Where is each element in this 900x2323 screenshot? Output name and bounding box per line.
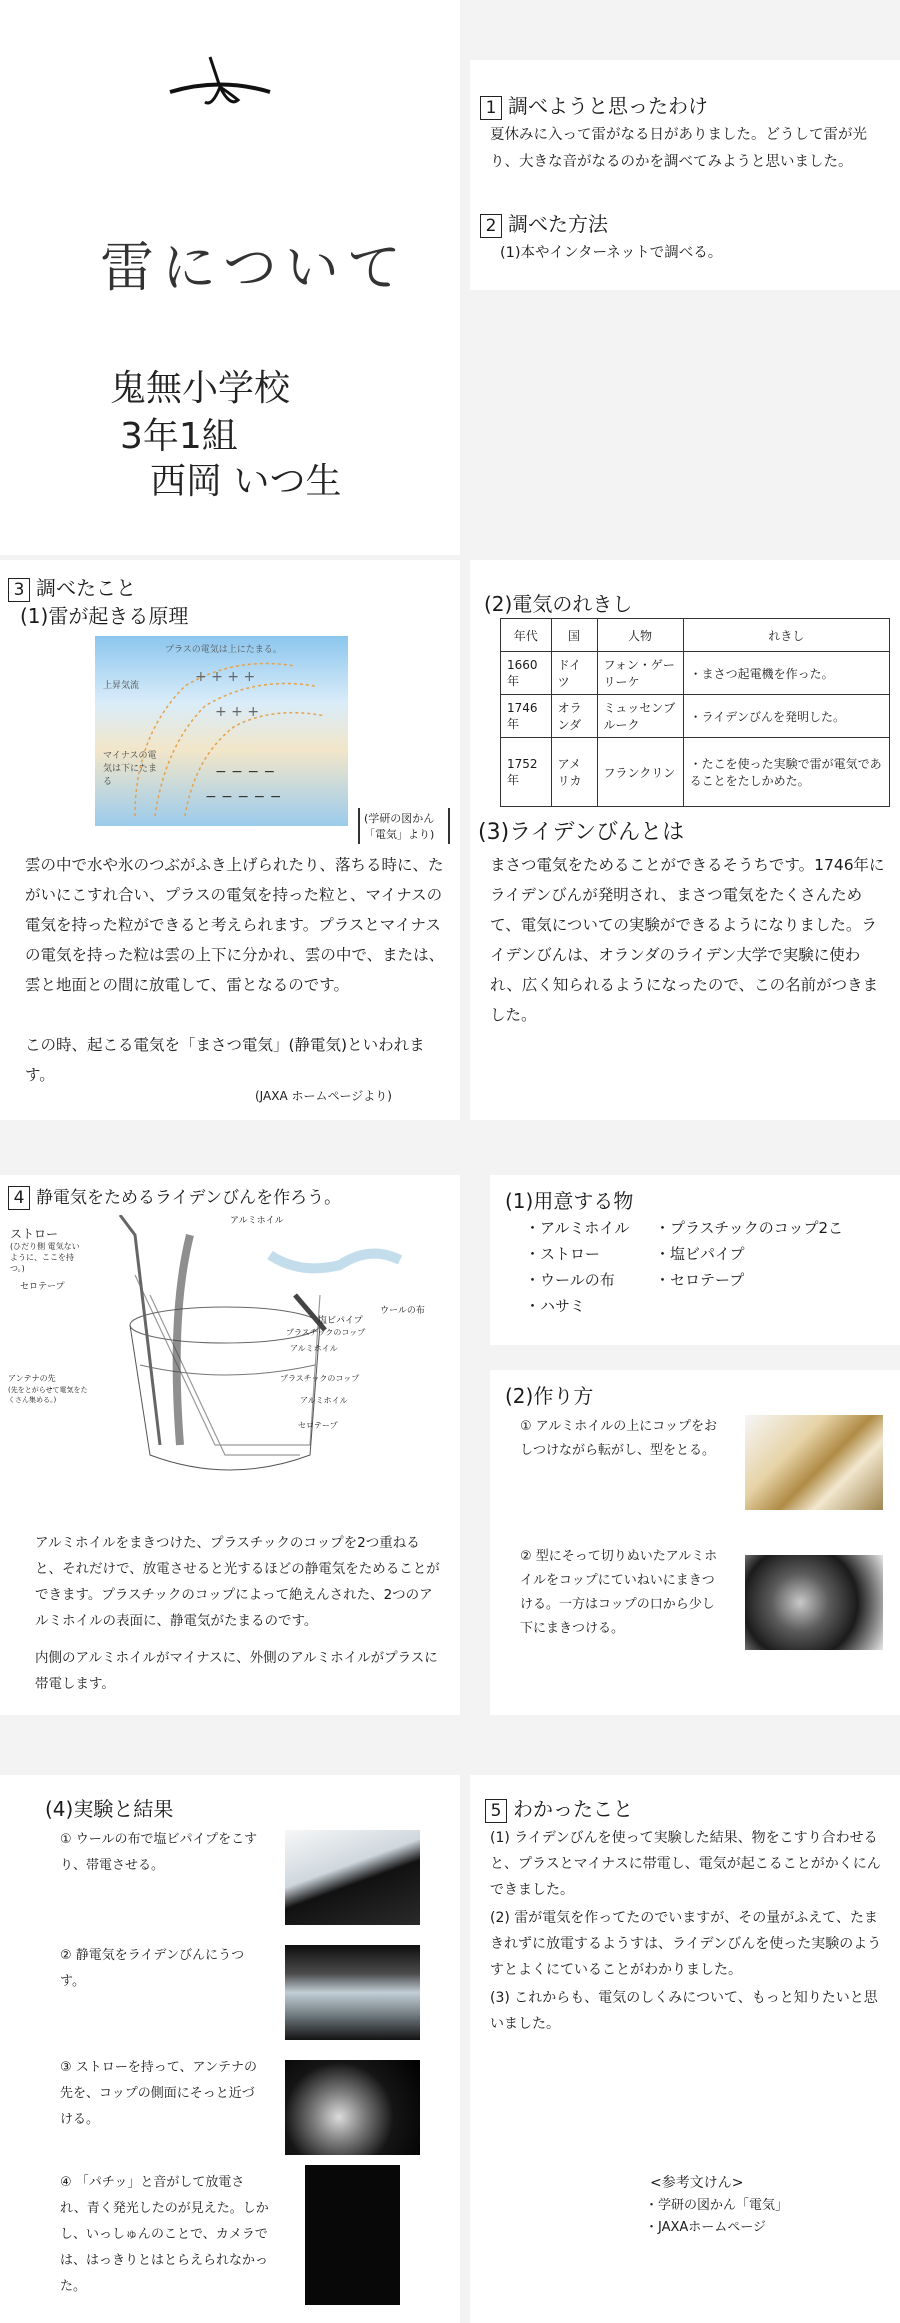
label-antenna: アンテナの先 (8, 1374, 56, 1383)
s2-number: 2 (480, 214, 502, 238)
list-item: ・ウールの布 (525, 1271, 615, 1289)
list-item: ・プラスチックのコップ2こ (655, 1219, 844, 1237)
ribbon-icon (160, 52, 280, 112)
s2-heading (480, 208, 608, 238)
s3-heading (8, 572, 136, 602)
s5-number: 5 (485, 1799, 507, 1823)
table-header-row (501, 619, 890, 652)
materials-right (655, 1215, 843, 1293)
history-table (500, 618, 890, 807)
label-straw-note: (ひだり側 電気ないように、ここを持つ。) (10, 1242, 80, 1273)
leyden-jar-drawing (40, 1215, 440, 1475)
foil-photo-2 (745, 1555, 883, 1650)
conclusion-1: (1) ライデンびんを使って実験した結果、物をこすり合わせると、プラスとマイナスに帯電し、電気が起こることがかくにんできました。 (490, 1830, 881, 1898)
experiment-page (0, 1775, 460, 2323)
experiment-step-4: ④ 「パチッ」と音がして放電され、青く発光したのが見えた。しかし、いっしゅんのことで、カメラでは、はっきりとはとらえられなかった。 (60, 2175, 269, 2294)
table-cell: ・まさつ起電機を作った。 (683, 652, 889, 695)
howto-page (490, 1370, 900, 1715)
col-history: れきし (683, 619, 889, 652)
s3-heading-text: 調べたこと (36, 576, 136, 600)
table-cell: ・たこを使った実験で雷が電気であることをたしかめた。 (683, 738, 889, 807)
label-pipe: 塩ビパイプ (318, 1316, 363, 1326)
col-country: 国 (551, 619, 597, 652)
label-foil: アルミホイル (290, 1344, 338, 1353)
leyden-jar-page (0, 1175, 460, 1715)
experiment-step-1: ① ウールの布で塩ビパイプをこすり、帯電させる。 (60, 1832, 258, 1873)
foil-photo-1 (745, 1415, 883, 1510)
table-cell: ミュッセンブルーク (597, 695, 683, 738)
table-row (501, 695, 890, 738)
table-row (501, 738, 890, 807)
s2-heading-text: 調べた方法 (508, 212, 608, 236)
label-tape: セロテープ (20, 1282, 65, 1292)
s3-body1: 雲の中で水や氷のつぶがふき上げられたり、落ちる時に、たがいにこすれ合い、プラスの電気を持った粒と、マイナスの電気を持った粒ができると考えられます。プラスとマイナスの電気を持った粒は雲の上下に分かれ、雲の中で、または、雲と地面との間に放電して、雷となるのです。 (25, 856, 445, 994)
svg-text:+ + + +: + + + + (195, 669, 256, 685)
s4-number: 4 (8, 1186, 30, 1210)
photo-dark (305, 2165, 400, 2305)
materials-left (525, 1215, 629, 1319)
list-item: ・アルミホイル (525, 1219, 630, 1237)
s4-body2: 内側のアルミホイルがマイナスに、外側のアルミホイルがプラスに帯電します。 (35, 1650, 438, 1692)
materials-heading: (1)用意する物 (505, 1189, 634, 1213)
intro-page (470, 60, 900, 290)
s4-heading-text: 静電気をためるライデンびんを作ろう。 (36, 1188, 342, 1208)
diagram-label-minus: マイナスの電気は下にたまる (103, 751, 158, 787)
leyden-body: まさつ電気をためることができるそうちです。1746年にライデンびんが発明され、まさつ電気をたくさんためて、電気についての実験ができるようになりました。ライデンびんは、オランダのライデン大学で実験に使われ、広く知られるようになったので、この名前がつきました。 (490, 856, 885, 1024)
history-heading: (2)電気のれきし (484, 592, 633, 616)
s3-source: (JAXA ホームページより) (255, 1089, 392, 1103)
s3-number: 3 (8, 578, 30, 602)
table-row (501, 652, 890, 695)
list-item: ・セロテープ (655, 1271, 745, 1289)
s1-body: 夏休みに入って雷がなる日がありました。どうして雷が光り、大きな音がなるのかを調べてみようと思いました。 (490, 127, 867, 170)
s3-body2: この時、起こる電気を「まさつ電気」(静電気)といわれます。 (25, 1036, 425, 1084)
label-antenna-note: (先をとがらせて電気をたくさん集める。) (8, 1386, 88, 1404)
history-page (470, 560, 900, 1120)
s5-heading-text: わかったこと (513, 1797, 633, 1821)
list-item: ・ハサミ (525, 1297, 586, 1315)
s5-heading (485, 1793, 633, 1823)
photo-transfer (285, 1945, 420, 2040)
experiment-heading: (4)実験と結果 (45, 1797, 174, 1821)
label-foil-top: アルミホイル (230, 1216, 284, 1226)
svg-text:− − − − −: − − − − − (205, 789, 282, 805)
table-cell: フランクリン (597, 738, 683, 807)
howto-step2: ② 型にそって切りぬいたアルミホイルをコップにていねいにまきつける。一方はコップの口から少し下にまきつける。 (520, 1549, 718, 1636)
label-tape2: セロテープ (298, 1421, 338, 1430)
table-cell: アメリカ (551, 738, 597, 807)
diagram-label-top: プラスの電気は上にたまる。 (165, 645, 282, 655)
experiment-step-3: ③ ストローを持って、アンテナの先を、コップの側面にそっと近づける。 (60, 2060, 258, 2127)
s3-sub1: (1)雷が起きる原理 (20, 604, 189, 628)
s1-heading-text: 調べようと思ったわけ (508, 94, 708, 118)
howto-heading: (2)作り方 (505, 1384, 594, 1408)
table-cell: ・ライデンびんを発明した。 (683, 695, 889, 738)
ref-item: ・JAXAホームページ (645, 2220, 767, 2235)
ref-item: ・学研の図かん「電気」 (645, 2198, 789, 2213)
label-wool: ウールの布 (380, 1306, 425, 1316)
svg-text:+ + +: + + + (215, 704, 260, 720)
experiment-step-2: ② 静電気をライデンびんにうつす。 (60, 1948, 245, 1989)
charge-separation-icon (95, 636, 348, 826)
conclusion-2: (2) 雷が電気を作ってたのでいますが、その量がふえて、たまきれずに放電するようすは、ライデンびんを使った実験のようすとよくにていることがわかりました。 (490, 1910, 882, 1978)
conclusion-page (470, 1775, 900, 2323)
svg-text:− − − −: − − − − (215, 764, 276, 780)
list-item: ・塩ビパイプ (655, 1245, 745, 1263)
col-person: 人物 (597, 619, 683, 652)
table-cell: オランダ (551, 695, 597, 738)
list-item: ・ストロー (525, 1245, 601, 1263)
student-name: 西岡 いつ生 (150, 461, 342, 502)
thundercloud-diagram (95, 636, 348, 826)
table-cell: ドイツ (551, 652, 597, 695)
photo-discharge (285, 2060, 420, 2155)
table-cell: 1752年 (501, 738, 552, 807)
label-straw: ストロー (10, 1227, 59, 1241)
source-note: (学研の図かん「電気」より) (358, 808, 450, 844)
class-name: 3年1組 (120, 416, 238, 457)
s2-body: (1)本やインターネットで調べる。 (500, 245, 723, 261)
s4-heading (8, 1183, 341, 1210)
label-cup: プラスチックのコップ (286, 1328, 366, 1337)
principle-page (0, 560, 460, 1120)
table-cell: 1660年 (501, 652, 552, 695)
label-foil2: アルミホイル (300, 1396, 348, 1405)
photo-rubbing-pipe (285, 1830, 420, 1925)
howto-step1: ① アルミホイルの上にコップをおしつけながら転がし、型をとる。 (520, 1419, 718, 1458)
refs-heading: <参考文けん> (650, 2175, 744, 2191)
table-cell: 1746年 (501, 695, 552, 738)
school-name: 鬼無小学校 (110, 368, 291, 409)
s1-number: 1 (480, 96, 502, 120)
cover-page (0, 0, 460, 555)
leyden-heading: (3)ライデンびんとは (478, 820, 685, 845)
conclusion-3: (3) これからも、電気のしくみについて、もっと知りたいと思いました。 (490, 1990, 878, 2032)
diagram-label-updraft: 上昇気流 (103, 681, 140, 691)
s4-body1: アルミホイルをまきつけた、プラスチックのコップを2つ重ねると、それだけで、放電させると光するほどの静電気をためることができます。プラスチックのコップによって絶えんされた、2つのアルミホイルの表面に、静電気がたまるのです。 (35, 1535, 440, 1629)
materials-page (490, 1175, 900, 1345)
label-cup2: プラスチックのコップ (280, 1374, 360, 1383)
report-title: 雷について (100, 236, 409, 299)
table-cell: フォン・ゲーリーケ (597, 652, 683, 695)
col-year: 年代 (501, 619, 552, 652)
s1-heading (480, 90, 708, 120)
